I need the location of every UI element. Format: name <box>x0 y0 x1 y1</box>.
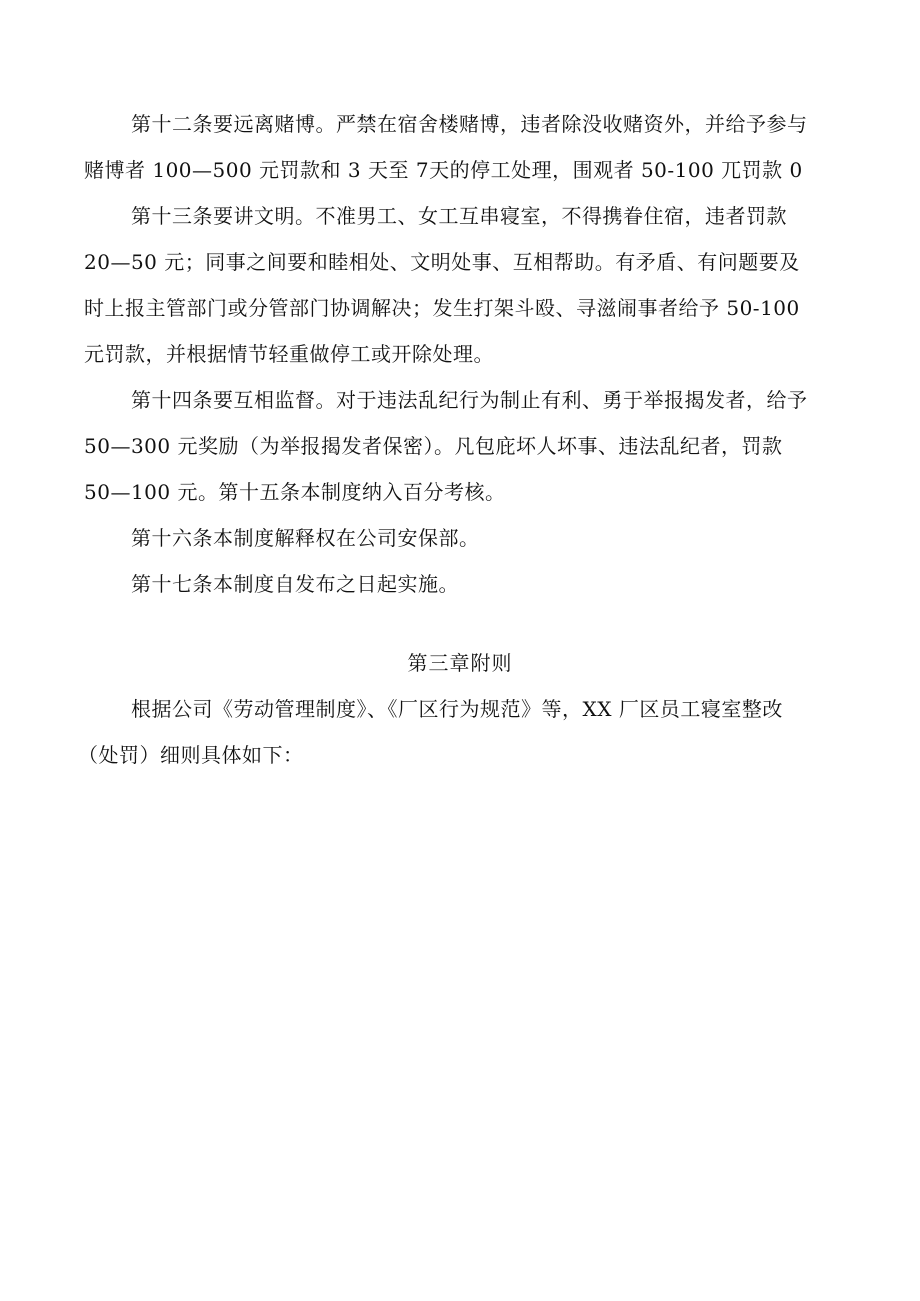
article-14-line-3: 50—100 元。第十五条本制度纳入百分考核。 <box>84 480 506 504</box>
article-14-line-1: 第十四条要互相监督。对于违法乱纪行为制止有利、勇于举报揭发者，给予 <box>131 388 808 412</box>
article-13-line-3: 时上报主管部门或分管部门协调解决；发生打架斗殴、寻滋闹事者给予 50-100 <box>84 296 800 320</box>
article-13-line-4: 元罚款，并根据情节轻重做停工或开除处理。 <box>84 342 494 366</box>
article-17: 第十七条本制度自发布之日起实施。 <box>131 572 459 596</box>
appendix-line-1: 根据公司《劳动管理制度》、《厂区行为规范》等，XX 厂区员工寝室整改 <box>131 697 783 721</box>
chapter-3-title: 第三章附则 <box>407 651 513 675</box>
appendix-line-2: （处罚）细则具体如下： <box>78 743 304 767</box>
article-16: 第十六条本制度解释权在公司安保部。 <box>131 526 480 550</box>
article-13-line-1: 第十三条要讲文明。不准男工、女工互串寝室，不得携眷住宿，违者罚款 <box>131 204 787 228</box>
article-13-line-2: 20—50 元；同事之间要和睦相处、文明处事、互相帮助。有矛盾、有问题要及 <box>84 250 800 274</box>
article-12-line-2: 赌博者 100—500 元罚款和 3 天至 7天的停工处理，围观者 50-100 兀罚款 0 <box>84 158 803 182</box>
article-12-line-1: 第十二条要远离赌博。严禁在宿舍楼赌博，违者除没收赌资外，并给予参与 <box>131 112 808 136</box>
article-14-line-2: 50—300 元奖励（为举报揭发者保密）。凡包庇坏人坏事、违法乱纪者，罚款 <box>84 434 783 458</box>
